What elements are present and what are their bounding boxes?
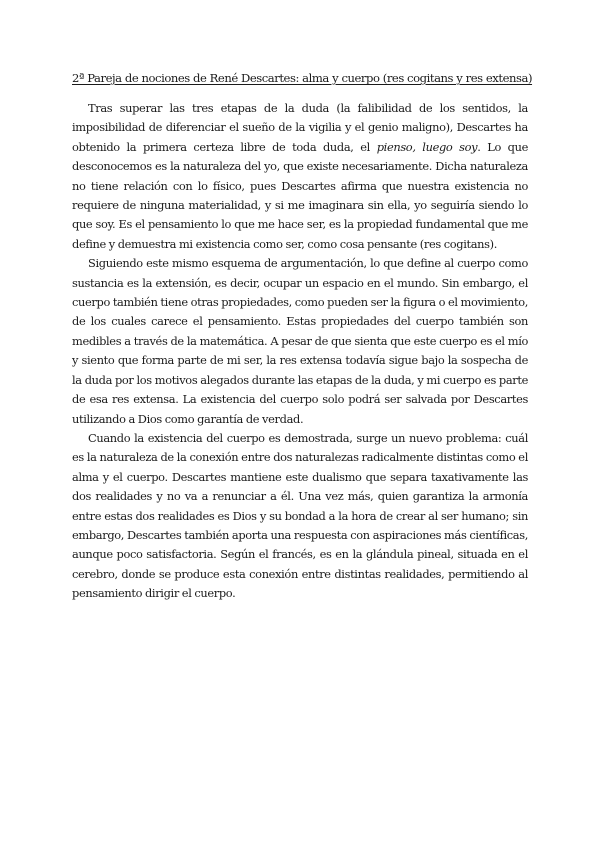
document-title: 2ª Pareja de nociones de René Descartes: alma y cuerpo (res cogitans y res extensa) xyxy=(72,71,533,85)
paragraph-1-text-before: Tras superar las tres etapas de la duda (la falibilidad de los sentidos, la imposibilidad de diferenciar el sueño de la vigilia y el genio maligno), Descartes ha obtenido la primera certeza libre de toda duda, el xyxy=(72,101,528,154)
paragraph-1-text-after: . Lo que desconocemos es la naturaleza del yo, que existe necesariamente. Dicha naturaleza no tiene relación con lo físico, pues Descartes afirma que nuestra existencia no requiere de ninguna materialidad, y si me imaginara sin ella, yo seguiría siendo lo que soy. Es el pensamiento lo que me hace ser, es la propiedad fundamental que me define y demuestra mi existencia como ser, como cosa pensante (res cogitans). xyxy=(72,139,529,251)
paragraph-2: Siguiendo este mismo esquema de argumentación, lo que define al cuerpo como sustancia es la extensión, es decir, ocupar un espacio en el mundo. Sin embargo, el cuerpo también tiene otras propiedades, como pueden ser la figura o el movimiento, de los cuales carece el pensamiento. Estas propiedades del cuerpo también son medibles a través de la matemática. A pesar de que sienta que este cuerpo es el mío y siento que forma parte de mi ser, la res extensa todavía sigue bajo la sospecha de la duda por los motivos alegados durante las etapas de la duda, y mi cuerpo es parte de esa res extensa. La existencia del cuerpo solo podrá ser salvada por Descartes utilizando a Dios como garantía de verdad. xyxy=(72,256,528,426)
paragraph-1 xyxy=(72,99,528,254)
paragraph-1-emphasis: pienso, luego soy xyxy=(376,139,478,154)
paragraph-3: Cuando la existencia del cuerpo es demostrada, surge un nuevo problema: cuál es la naturaleza de la conexión entre dos naturalezas radicalmente distintas como el alma y el cuerpo. Descartes mantiene este dualismo que separa taxativamente las dos realidades y no va a renunciar a él. Una vez más, quien garantiza la armonía entre estas dos realidades es Dios y su bondad a la hora de crear al ser humano; sin embargo, Descartes también aporta una respuesta con aspiraciones más científicas, aunque poco satisfactoria. Según el francés, es en la glándula pineal, situada en el cerebro, donde se produce esta conexión entre distintas realidades, permitiendo al pensamiento dirigir el cuerpo. xyxy=(72,430,528,601)
document-body xyxy=(72,69,533,604)
